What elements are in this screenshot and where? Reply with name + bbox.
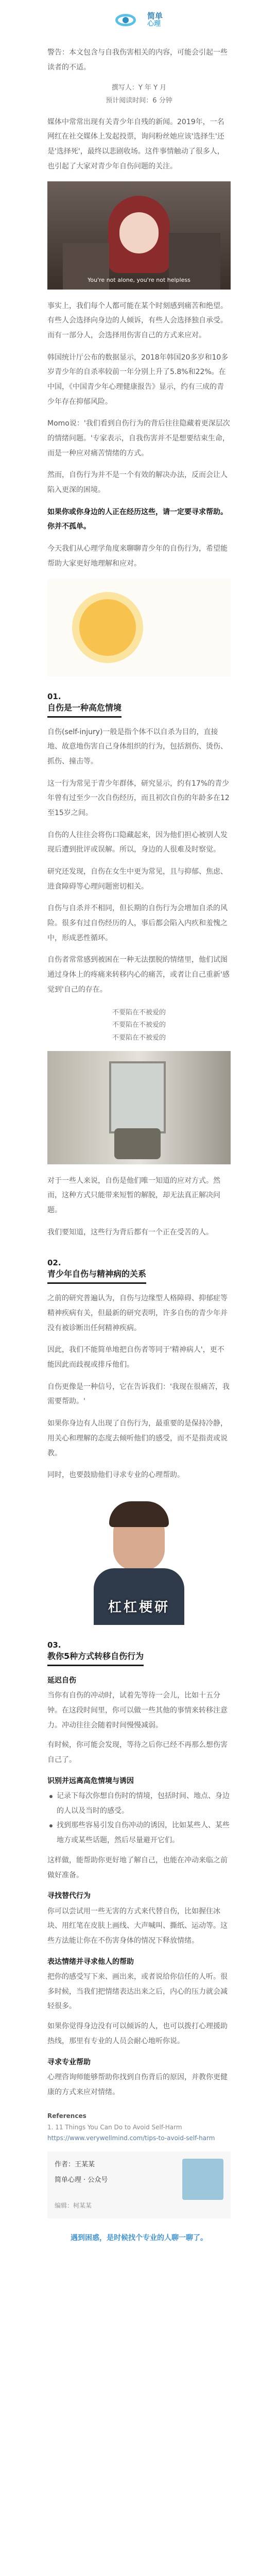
brand-name-cn: 心理 xyxy=(147,20,161,28)
reading-time: 预计阅读时间：6 分钟 xyxy=(106,97,172,105)
portrait-photo xyxy=(47,1491,231,1625)
paragraph: 自伤更像是一种信号，它在告诉我们：'我现在很痛苦，我需要帮助。' xyxy=(47,1382,230,1406)
section-title: 青少年自伤与精神病的关系 xyxy=(47,1267,146,1284)
paragraph: 如果你身边有人出现了自伤行为，最重要的是保持冷静，用关心和理解的态度去倾听他们的感受，而不是指责或说教。 xyxy=(47,1419,228,1458)
section-number: 02. xyxy=(47,1258,61,1268)
paragraph: 然而，自伤行为并不是一个有效的解决办法，反而会让人陷入更深的困境。 xyxy=(47,471,228,495)
reference-link[interactable]: https://www.verywellmind.com/tips-to-avoid-self-harm xyxy=(47,2134,215,2142)
brand-header xyxy=(0,0,278,40)
author-name: 作者：王某某 xyxy=(55,2161,95,2169)
illustration-girl xyxy=(47,181,231,290)
section-title: 自伤是一种高危情境 xyxy=(47,701,121,718)
room-photo xyxy=(47,1051,231,1164)
section-heading-3 xyxy=(47,1637,231,1666)
quote-line: 不要陷在不被爱的 xyxy=(112,1021,166,1029)
bullet-item: 记录下每次你想自伤时的情境，包括时间、地点、身边的人以及当时的感受。 xyxy=(0,1789,278,1818)
author-avatar xyxy=(182,2159,223,2200)
paragraph: 自伤者常常感到被困在一种无法摆脱的情绪里，他们试图通过身体上的疼痛来转移内心的痛苦，或者让自己重新'感觉到'自己的存在。 xyxy=(47,956,230,994)
references xyxy=(0,2111,278,2144)
quote-line: 不要陷在不被爱的 xyxy=(112,1033,166,1042)
paragraph: 今天我们从心理学角度来聊聊青少年的自伤行为，希望能帮助大家更好地理解和应对。 xyxy=(47,545,228,568)
subheading: 延迟自伤 xyxy=(47,1676,76,1685)
brand-logo-icon xyxy=(115,11,142,29)
paragraph: 有时候，你可能会发现，等待之后你已经不再那么想伤害自己了。 xyxy=(47,1741,228,1765)
paragraph: 我们要知道，这些行为背后都有一个正在受苦的人。 xyxy=(47,1228,213,1236)
paragraph: 把你的感受写下来、画出来，或者说给你信任的人听。很多时候，当我们把情绪表达出来之后，内心的压力就会减轻很多。 xyxy=(47,1973,228,2011)
section-heading-2 xyxy=(47,1255,231,1284)
paragraph: 之前的研究普遍认为，自伤与边缘型人格障碍、抑郁症等精神疾病有关，但最新的研究表明，许多自伤的青少年并没有被诊断出任何精神疾病。 xyxy=(47,1294,228,1332)
section-number: 03. xyxy=(47,1640,61,1650)
paragraph: 因此，我们不能简单地把自伤者等同于'精神病人'，更不能因此而歧视或排斥他们。 xyxy=(47,1346,224,1369)
paragraph: 这样做，能帮助你更好地了解自己，也能在冲动来临之前做好准备。 xyxy=(47,1856,228,1879)
paragraph: 自伤(self-injury)一般是指个体不以自杀为目的，直接地、故意地伤害自己身体组织的行为，包括割伤、烫伤、抓伤、撞击等。 xyxy=(47,727,228,766)
paragraph: 自伤与自杀并不相同，但长期的自伤行为会增加自杀的风险。很多有过自伤经历的人，事后都会陷入内疚和羞愧之中，形成恶性循环。 xyxy=(47,904,228,942)
bullet-item: 找到那些容易引发自伤冲动的诱因，比如某些人、某些地方或某些话题，然后尽量避开它们。 xyxy=(0,1818,278,1848)
paragraph: 事实上，我们每个人都可能在某个时刻感到痛苦和绝望。有些人会选择向身边的人倾诉，有些人会选择独自承受。而有一部分人，会选择用伤害自己的方式来应对。 xyxy=(47,301,228,340)
reference-item: 1. 11 Things You Can Do to Avoid Self-Harm xyxy=(47,2123,182,2131)
paragraph: 这一行为常见于青少年群体，研究显示，约有17%的青少年曾有过至少一次自伤经历，而且初次自伤的年龄多在12至15岁之间。 xyxy=(47,779,230,817)
sun-icon xyxy=(79,599,136,656)
paragraph: 如果你觉得身边没有可以倾诉的人，也可以拨打心理援助热线，那里有专业的人员会耐心地听你说。 xyxy=(47,2022,228,2045)
promo-title: 简单心理 · 公众号 xyxy=(55,2176,108,2184)
author-line: 撰写人：Y 年 Y 月 xyxy=(111,84,167,92)
paragraph: 自伤的人往往会将伤口隐藏起来，因为他们担心被别人发现后遭到批评或误解。所以，身边的人很难及时察觉。 xyxy=(47,831,228,854)
paragraph: 研究还发现，自伤在女生中更为常见，且与抑郁、焦虑、进食障碍等心理问题密切相关。 xyxy=(47,868,228,891)
subheading: 识别并远离高危情境与诱因 xyxy=(47,1776,134,1785)
portrait-caption: 杠杠梗研 xyxy=(108,1599,170,1615)
quote-line: 不要陷在不被爱的 xyxy=(112,1008,166,1016)
highlight-paragraph: 如果你或你身边的人正在经历这些，请一定要寻求帮助。你并不孤单。 xyxy=(47,507,228,531)
cta-text: 遇到困惑，是时候找个专业的人聊一聊了。 xyxy=(71,2234,207,2243)
paragraph: 媒体中常常出现有关青少年自残的新闻。2019年，一名网红在社交媒体上发起投票，询问粉丝她应该'选择生'还是'选择死'，最终以悲剧收场。这件事情触动了很多人，也引起了大家对青少年自伤问题的关注。 xyxy=(47,117,224,171)
subheading: 寻求专业帮助 xyxy=(47,2058,91,2066)
paragraph: 心理咨询师能够帮助你找到自伤背后的原因，并教你更健康的方式来应对情绪。 xyxy=(47,2073,228,2096)
brand-name-en: 简单 xyxy=(147,11,163,21)
section-number: 01. xyxy=(47,691,61,701)
section-title: 教你5种方式转移自伤行为 xyxy=(47,1650,144,1666)
section-heading-1 xyxy=(47,689,231,718)
brand-wordmark xyxy=(147,12,163,27)
intro-warning: 警告：本文包含与自我伤害相关的内容，可能会引起一些读者的不适。 xyxy=(47,48,228,72)
paragraph: Momo说：'我们看到自伤行为的背后往往隐藏着更深层次的情绪问题。'专家表示，自我伤害并不是想要结束生命，而是一种应对痛苦情绪的方式。 xyxy=(47,419,230,457)
quote-block xyxy=(47,1007,231,1045)
paragraph: 当你有自伤的冲动时，试着先等待一会儿，比如十五分钟。在这段时间里，你可以做一些其他的事情来转移注意力。冲动往往会随着时间慢慢减弱。 xyxy=(47,1691,228,1730)
author-card xyxy=(47,2151,231,2218)
sun-illustration xyxy=(47,579,231,676)
paragraph: 同时，也要鼓励他们寻求专业的心理帮助。 xyxy=(47,1471,184,1480)
paragraph: 韩国统计厅公布的数据显示，2018年韩国20多岁和10多岁青少年的自杀率较前一年分别上升了5.8%和22%。在中国，《中国青少年心理健康报告》显示，约有三成的青少年存在抑郁风险。 xyxy=(47,353,229,406)
illustration-caption: You're not alone, you're not helpless xyxy=(88,276,190,283)
references-label: References xyxy=(47,2112,86,2120)
article-meta xyxy=(0,82,278,107)
paragraph: 你可以尝试用一些无害的方式来代替自伤，比如握住冰块、用红笔在皮肤上画线、大声喊叫、撕纸、运动等。这些方法能让你在不伤害身体的情况下释放情绪。 xyxy=(47,1907,228,1945)
subheading: 表达情绪并寻求他人的帮助 xyxy=(47,1957,134,1966)
paragraph: 对于一些人来说，自伤是他们唯一知道的应对方式。然而，这种方式只能带来短暂的解脱，却无法真正解决问题。 xyxy=(47,1176,220,1214)
editor-credit: 编辑：柯某某 xyxy=(55,2202,92,2210)
subheading: 寻找替代行为 xyxy=(47,1892,91,1901)
